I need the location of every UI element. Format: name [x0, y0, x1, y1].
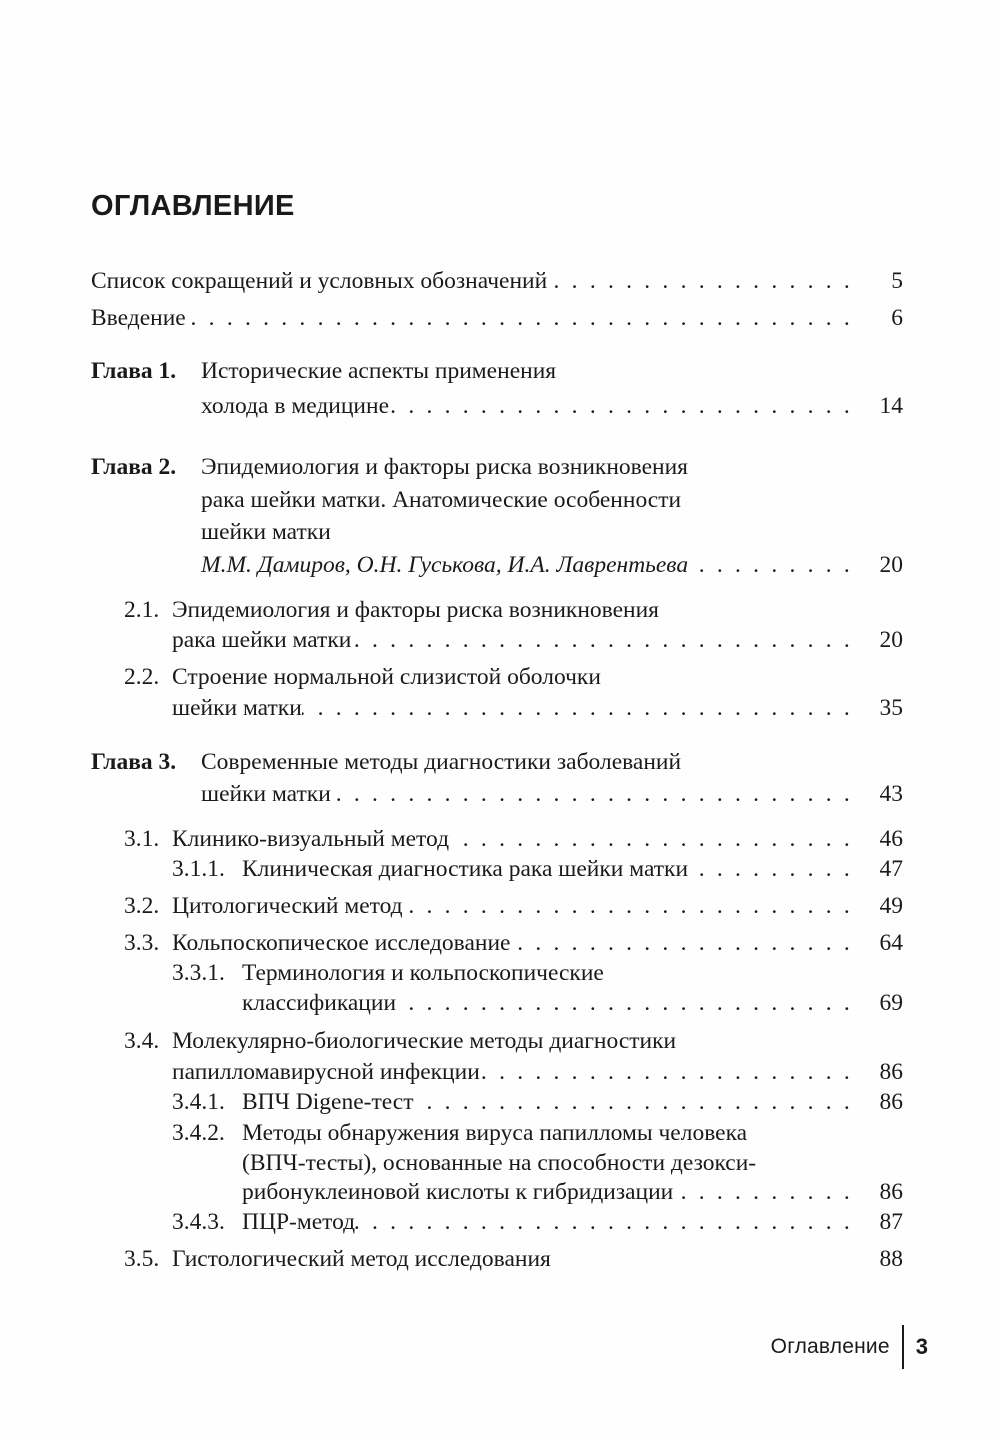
toc-entry-introduction[interactable]: [91, 302, 903, 334]
section-number: 3.3.1.: [172, 960, 225, 986]
toc-entry-text: Терминология и кольпоскопические: [242, 960, 604, 986]
toc-entry-text: рака шейки матки. Анатомические особенности: [201, 487, 682, 513]
section-number: 3.4.2.: [172, 1120, 225, 1146]
toc-entry-text: шейки матки: [172, 695, 302, 721]
toc-entry-text: Список сокращений и условных обозначений: [91, 268, 548, 294]
toc-entry-text: классификации: [242, 990, 397, 1016]
section-number: 3.4.1.: [172, 1089, 225, 1115]
running-title: Оглавление: [770, 1335, 890, 1358]
dot-leader: [480, 1056, 863, 1088]
dot-leader: [688, 853, 863, 885]
page-title: ОГЛАВЛЕНИЕ: [91, 190, 295, 222]
toc-page-number: 46: [879, 826, 903, 852]
dot-leader: [688, 549, 863, 581]
toc-entry-text: рибонуклеиновой кислоты к гибридизации: [242, 1179, 674, 1205]
toc-page-number: 14: [879, 393, 903, 419]
dot-leader: [413, 1086, 863, 1118]
toc-entry-text: ВПЧ Digene-тест: [242, 1089, 414, 1115]
toc-entry-text: Цитологический метод: [172, 893, 403, 919]
toc-entry-text: Методы обнаружения вируса папилломы человека: [242, 1120, 748, 1146]
dot-leader: [389, 390, 863, 422]
dot-leader: [449, 823, 863, 855]
section-number: 3.5.: [124, 1246, 160, 1272]
section-number: 3.2.: [124, 893, 160, 919]
toc-entry-text: Клинико-визуальный метод: [172, 826, 450, 852]
folio-page-number: 3: [915, 1334, 928, 1359]
dot-leader: [510, 927, 863, 959]
chapter-label: Глава 2.: [91, 454, 177, 480]
section-number: 3.4.: [124, 1028, 160, 1054]
toc-entry-text: рака шейки матки: [172, 627, 352, 653]
chapter-label: Глава 3.: [91, 749, 177, 775]
toc-entry-text: холода в медицине: [201, 393, 390, 419]
dot-leader: [331, 778, 863, 810]
toc-entry-text: шейки матки: [201, 519, 331, 545]
toc-page-number: 69: [879, 990, 903, 1016]
toc-entry-text: Исторические аспекты применения: [201, 358, 557, 384]
toc-page-number: 86: [879, 1059, 903, 1085]
chapter-authors: М.М. Дамиров, О.Н. Гуськова, И.А. Лаврентьева: [201, 552, 689, 578]
dot-leader: [351, 624, 863, 656]
toc-page-number: 64: [879, 930, 903, 956]
chapter-label: Глава 1.: [91, 358, 177, 384]
toc-entry-text: Эпидемиология и факторы риска возникновения: [201, 454, 688, 480]
toc-page-number: 47: [879, 856, 903, 882]
dot-leader: [547, 265, 863, 297]
toc-page-number: 49: [879, 893, 903, 919]
toc-page-number: 88: [879, 1246, 903, 1272]
section-number: 3.4.3.: [172, 1209, 225, 1235]
toc-page-number: 5: [891, 268, 903, 294]
section-number: 3.3.: [124, 930, 160, 956]
section-number: 3.1.1.: [172, 856, 225, 882]
toc-entry-text: (ВПЧ-тесты), основанные на способности дезокси-: [242, 1150, 757, 1176]
dot-leader: [396, 987, 863, 1019]
toc-entry-text: Клиническая диагностика рака шейки матки: [242, 856, 689, 882]
toc-page-number: 35: [879, 695, 903, 721]
toc-entry-text: Строение нормальной слизистой оболочки: [172, 664, 601, 690]
dot-leader: [302, 692, 863, 724]
toc-entry-text: Введение: [91, 305, 186, 331]
section-number: 2.2.: [124, 664, 160, 690]
toc-entry-text: Современные методы диагностики заболеваний: [201, 749, 682, 775]
toc-entry-text: Эпидемиология и факторы риска возникновения: [172, 597, 659, 623]
section-number: 3.1.: [124, 826, 160, 852]
page-footer: [771, 1327, 928, 1367]
toc-page-number: 20: [879, 627, 903, 653]
toc-page-number: 20: [879, 552, 903, 578]
toc-entry-text: Гистологический метод исследования: [172, 1246, 551, 1272]
toc-entry-text: ПЦР-метод: [242, 1209, 356, 1235]
toc-page-number: 87: [879, 1209, 903, 1235]
toc-entry-text: Молекулярно-биологические методы диагностики: [172, 1028, 677, 1054]
dot-leader: [673, 1176, 863, 1208]
toc-page-number: 86: [879, 1179, 903, 1205]
toc-entry-text: Кольпоскопическое исследование: [172, 930, 511, 956]
toc-page-number: 86: [879, 1089, 903, 1115]
section-number: 2.1.: [124, 597, 160, 623]
toc-entry-text: папилломавирусной инфекции: [172, 1059, 480, 1085]
toc-entry-text: шейки матки: [201, 781, 331, 807]
toc-page-number: 6: [891, 305, 903, 331]
toc-page-number: 43: [879, 781, 903, 807]
footer-divider: [902, 1325, 904, 1369]
dot-leader: [355, 1206, 863, 1238]
dot-leader: [186, 302, 863, 334]
dot-leader: [403, 890, 863, 922]
toc-entry-abbreviations[interactable]: [91, 265, 903, 297]
